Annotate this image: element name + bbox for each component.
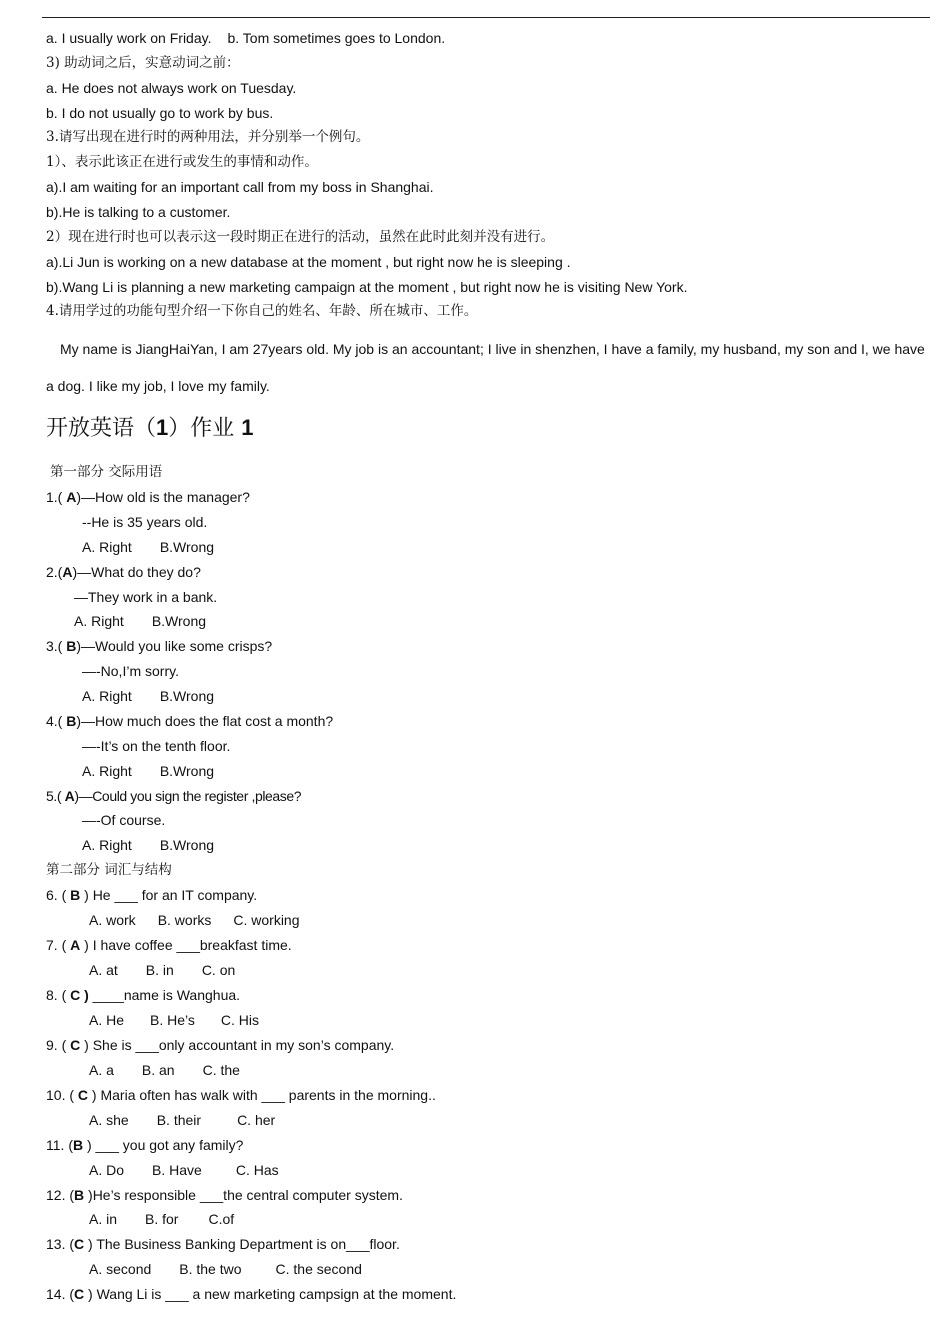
question-options: A. Do B. Have C. Has (89, 1162, 279, 1178)
question-options: A. in B. for C.of (89, 1211, 235, 1227)
question: 4.( B)—How much does the flat cost a month? (46, 713, 334, 729)
question-reply: —-It’s on the tenth floor. (82, 738, 231, 754)
text-line: a. I usually work on Friday. b. Tom sometimes goes to London. (46, 30, 446, 46)
question: 8. ( C ) ____name is Wanghua. (46, 987, 241, 1003)
text-line: a).Li Jun is working on a new database at the moment , but right now he is sleeping . (46, 254, 571, 270)
question: 1.( A)—How old is the manager? (46, 489, 250, 505)
question-options: A. Right B.Wrong (82, 763, 215, 779)
question: 9. ( C ) She is ___only accountant in my son’s company. (46, 1037, 395, 1053)
question-reply: —They work in a bank. (74, 589, 218, 605)
question-options: A. He B. He’s C. His (89, 1012, 260, 1028)
question: 12. (B )He’s responsible ___the central computer system. (46, 1187, 403, 1203)
question: 11. (B ) ___ you got any family? (46, 1137, 244, 1153)
question: 13. (C ) The Business Banking Department is on___floor. (46, 1236, 400, 1252)
question-options: A. Right B.Wrong (82, 539, 215, 555)
text-line: b. I do not usually go to work by bus. (46, 105, 274, 121)
text-line: b).Wang Li is planning a new marketing campaign at the moment , but right now he is visiting New York. (46, 279, 688, 295)
text-line: b).He is talking to a customer. (46, 204, 231, 220)
question-options: A. Right B.Wrong (82, 837, 215, 853)
question-options: A. she B. their C. her (89, 1112, 276, 1128)
question-options: A. second B. the two C. the second (89, 1261, 362, 1277)
section-heading: 开放英语（1）作业 1 (46, 415, 254, 441)
question: 3.( B)—Would you like some crisps? (46, 638, 273, 654)
question: 5.( A)—Could you sign the register ,please? (46, 788, 302, 804)
part2-title: 第二部分 词汇与结构 (46, 862, 172, 878)
question: 10. ( C ) Maria often has walk with ___ parents in the morning.. (46, 1087, 436, 1103)
text-line: 4.请用学过的功能句型介绍一下你自己的姓名、年龄、所在城市、工作。 (46, 303, 478, 319)
question-options: A. at B. in C. on (89, 962, 236, 978)
question-options: A. Right B.Wrong (82, 688, 215, 704)
text-line: 1）、表示此该正在进行或发生的事情和动作。 (46, 154, 318, 170)
question: 7. ( A ) I have coffee ___breakfast time. (46, 937, 292, 953)
part1-title: 第一部分 交际用语 (50, 464, 163, 480)
top-rule (42, 17, 930, 18)
text-line: a. He does not always work on Tuesday. (46, 80, 297, 96)
text-line: 3.请写出现在进行时的两种用法，并分别举一个例句。 (46, 129, 370, 145)
essay-paragraph: My name is JiangHaiYan, I am 27years old. My job is an accountant; I live in shenzhen, I have a family, my husband, my son and I, we have a dog. I like my job, I love my family. (46, 341, 925, 394)
question-options: A. Right B.Wrong (74, 613, 207, 629)
question-reply: --He is 35 years old. (82, 514, 208, 530)
question: 6. ( B ) He ___ for an IT company. (46, 887, 258, 903)
question-options: A. work B. works C. working (89, 912, 300, 928)
question-options: A. a B. an C. the (89, 1062, 240, 1078)
text-line: 2）现在进行时也可以表示这一段时期正在进行的活动，虽然在此时此刻并没有进行。 (46, 229, 555, 245)
question-reply: —-No,I’m sorry. (82, 663, 179, 679)
question: 2.(A)—What do they do? (46, 564, 201, 580)
text-line: 3) 助动词之后，实意动词之前： (46, 55, 240, 71)
question: 14. (C ) Wang Li is ___ a new marketing campsign at the moment. (46, 1286, 457, 1302)
question-reply: —-Of course. (82, 812, 166, 828)
text-line: a).I am waiting for an important call from my boss in Shanghai. (46, 179, 434, 195)
